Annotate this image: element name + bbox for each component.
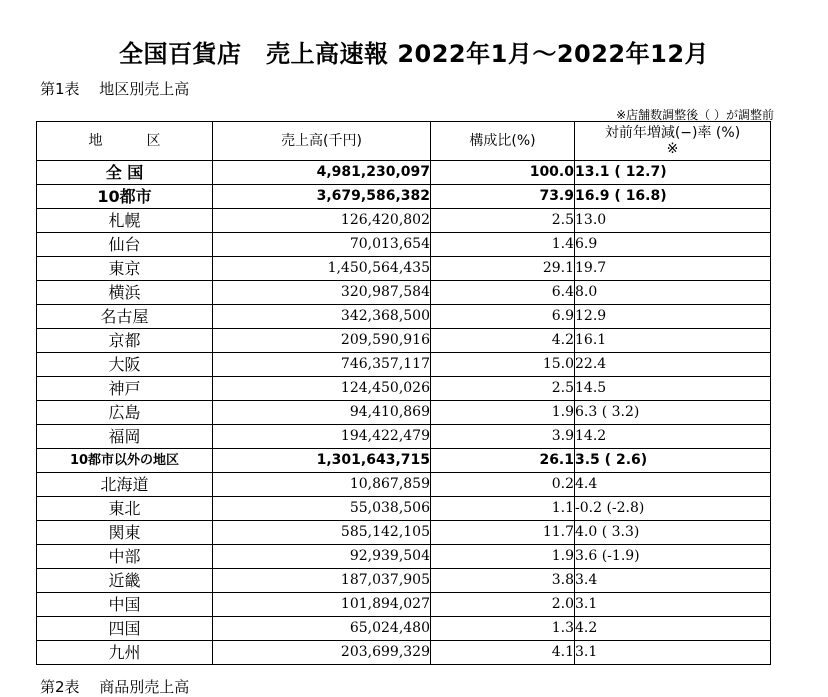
table-row — [37, 377, 771, 401]
sales-cell: 124,450,026 — [213, 377, 431, 401]
header-ratio: 構成比(%) — [431, 122, 575, 161]
ratio-cell: 1.3 — [431, 617, 575, 641]
region-cell: 横浜 — [37, 281, 213, 305]
region-cell: 全 国 — [37, 161, 213, 185]
region-cell: 中国 — [37, 593, 213, 617]
sales-cell: 92,939,504 — [213, 545, 431, 569]
ratio-cell: 73.9 — [431, 185, 575, 209]
ratio-cell: 4.1 — [431, 641, 575, 665]
ratio-cell: 6.4 — [431, 281, 575, 305]
sales-cell: 746,357,117 — [213, 353, 431, 377]
yoy-cell: 8.0 — [575, 281, 771, 305]
sales-cell: 1,301,643,715 — [213, 449, 431, 473]
yoy-cell: 16.9 ( 16.8) — [575, 185, 771, 209]
yoy-cell: 6.9 — [575, 233, 771, 257]
region-cell: 神戸 — [37, 377, 213, 401]
sales-cell: 187,037,905 — [213, 569, 431, 593]
header-region-char-2: 区 — [146, 133, 161, 149]
sales-cell: 209,590,916 — [213, 329, 431, 353]
yoy-cell: 3.6 (-1.9) — [575, 545, 771, 569]
region-cell: 九州 — [37, 641, 213, 665]
yoy-cell: 6.3 ( 3.2) — [575, 401, 771, 425]
region-cell: 10都市 — [37, 185, 213, 209]
yoy-cell: -0.2 (-2.8) — [575, 497, 771, 521]
region-cell: 東京 — [37, 257, 213, 281]
region-cell: 名古屋 — [37, 305, 213, 329]
yoy-cell: 3.4 — [575, 569, 771, 593]
header-yoy-line2: ※ — [666, 141, 679, 157]
sales-cell: 94,410,869 — [213, 401, 431, 425]
ratio-cell: 2.5 — [431, 209, 575, 233]
region-cell: 関東 — [37, 521, 213, 545]
ratio-cell: 1.1 — [431, 497, 575, 521]
yoy-cell: 4.2 — [575, 617, 771, 641]
region-cell: 10都市以外の地区 — [37, 449, 213, 473]
ratio-cell: 100.0 — [431, 161, 575, 185]
region-cell: 福岡 — [37, 425, 213, 449]
ratio-cell: 3.9 — [431, 425, 575, 449]
yoy-cell: 12.9 — [575, 305, 771, 329]
table-header-row — [37, 122, 771, 161]
region-cell: 大阪 — [37, 353, 213, 377]
sales-cell: 320,987,584 — [213, 281, 431, 305]
sales-cell: 10,867,859 — [213, 473, 431, 497]
header-region — [37, 122, 213, 161]
region-cell: 札幌 — [37, 209, 213, 233]
yoy-cell: 13.0 — [575, 209, 771, 233]
ratio-cell: 1.9 — [431, 545, 575, 569]
ratio-cell: 2.5 — [431, 377, 575, 401]
table-2-caption: 第2表 商品別売上高 — [40, 678, 190, 696]
sales-cell: 194,422,479 — [213, 425, 431, 449]
header-yoy-line1: 対前年増減(−)率 (%) — [604, 125, 741, 141]
table-row — [37, 209, 771, 233]
table-row — [37, 569, 771, 593]
ratio-cell: 29.1 — [431, 257, 575, 281]
table-row — [37, 401, 771, 425]
header-region-char-1: 地 — [88, 133, 103, 149]
yoy-cell: 3.5 ( 2.6) — [575, 449, 771, 473]
ratio-cell: 15.0 — [431, 353, 575, 377]
ratio-cell: 3.8 — [431, 569, 575, 593]
table-row — [37, 617, 771, 641]
yoy-cell: 3.1 — [575, 641, 771, 665]
sales-cell: 126,420,802 — [213, 209, 431, 233]
table-row — [37, 185, 771, 209]
ratio-cell: 11.7 — [431, 521, 575, 545]
table-row — [37, 449, 771, 473]
region-cell: 広島 — [37, 401, 213, 425]
ratio-cell: 26.1 — [431, 449, 575, 473]
sales-cell: 342,368,500 — [213, 305, 431, 329]
header-yoy — [575, 122, 771, 161]
region-cell: 中部 — [37, 545, 213, 569]
table-row — [37, 473, 771, 497]
sales-cell: 65,024,480 — [213, 617, 431, 641]
yoy-cell: 13.1 ( 12.7) — [575, 161, 771, 185]
region-cell: 四国 — [37, 617, 213, 641]
sales-cell: 101,894,027 — [213, 593, 431, 617]
table-row — [37, 641, 771, 665]
table-row — [37, 425, 771, 449]
table-row — [37, 521, 771, 545]
sales-cell: 70,013,654 — [213, 233, 431, 257]
yoy-cell: 22.4 — [575, 353, 771, 377]
yoy-cell: 16.1 — [575, 329, 771, 353]
yoy-cell: 14.5 — [575, 377, 771, 401]
ratio-cell: 6.9 — [431, 305, 575, 329]
ratio-cell: 1.9 — [431, 401, 575, 425]
region-cell: 近畿 — [37, 569, 213, 593]
table-row — [37, 545, 771, 569]
ratio-cell: 1.4 — [431, 233, 575, 257]
sales-cell: 1,450,564,435 — [213, 257, 431, 281]
yoy-cell: 4.4 — [575, 473, 771, 497]
table-row — [37, 497, 771, 521]
region-cell: 北海道 — [37, 473, 213, 497]
region-cell: 仙台 — [37, 233, 213, 257]
ratio-cell: 0.2 — [431, 473, 575, 497]
table-row — [37, 161, 771, 185]
adjustment-note: ※店舗数調整後（ ）が調整前 — [616, 108, 774, 122]
sales-cell: 4,981,230,097 — [213, 161, 431, 185]
table-row — [37, 329, 771, 353]
page-title: 全国百貨店 売上高速報 2022年1月～2022年12月 — [118, 40, 710, 68]
region-cell: 東北 — [37, 497, 213, 521]
ratio-cell: 2.0 — [431, 593, 575, 617]
table-row — [37, 233, 771, 257]
sales-cell: 585,142,105 — [213, 521, 431, 545]
table-row — [37, 281, 771, 305]
yoy-cell: 19.7 — [575, 257, 771, 281]
sales-cell: 203,699,329 — [213, 641, 431, 665]
table-row — [37, 353, 771, 377]
table-row — [37, 305, 771, 329]
table-1-caption: 第1表 地区別売上高 — [40, 80, 190, 98]
regional-sales-table — [36, 121, 771, 665]
yoy-cell: 4.0 ( 3.3) — [575, 521, 771, 545]
header-sales: 売上高(千円) — [213, 122, 431, 161]
sales-cell: 55,038,506 — [213, 497, 431, 521]
table-row — [37, 593, 771, 617]
sales-cell: 3,679,586,382 — [213, 185, 431, 209]
yoy-cell: 3.1 — [575, 593, 771, 617]
region-cell: 京都 — [37, 329, 213, 353]
table-row — [37, 257, 771, 281]
yoy-cell: 14.2 — [575, 425, 771, 449]
ratio-cell: 4.2 — [431, 329, 575, 353]
